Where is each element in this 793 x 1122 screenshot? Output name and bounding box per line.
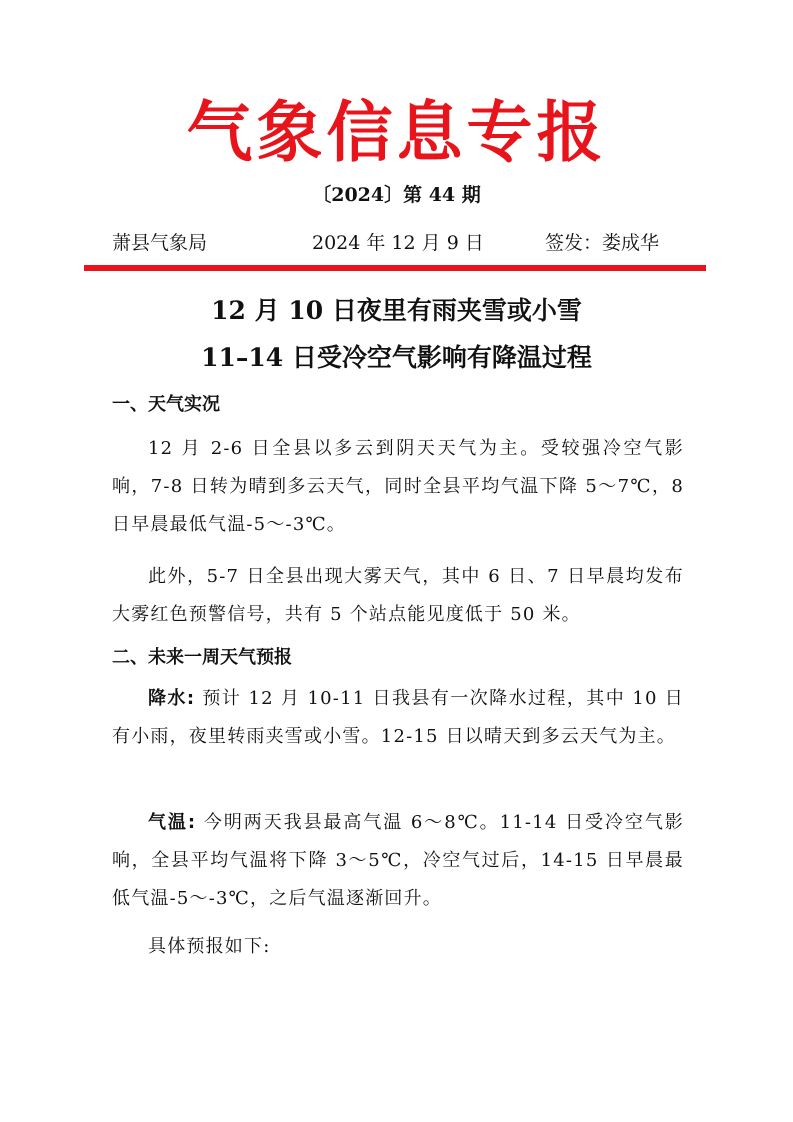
headline-line-2: 11–14 日受冷空气影响有降温过程 — [201, 343, 592, 372]
meta-row — [112, 228, 692, 258]
signer: 签发：娄成华 — [545, 232, 660, 254]
temperature-label: 气温: — [148, 812, 197, 833]
precipitation-text: 预计 12 月 10-11 日我县有一次降水过程，其中 10 日有小雨，夜里转雨夹雪或小雪。12-15 日以晴天到多云天气为主。 — [112, 688, 684, 747]
report-masthead-title: 气象信息专报 — [186, 93, 607, 171]
paragraph-precipitation — [112, 680, 684, 756]
section-heading-weather-observed: 一、天气实况 — [112, 394, 220, 415]
precipitation-label: 降水: — [148, 688, 196, 709]
issue-date: 2024 年 12 月 9 日 — [312, 232, 484, 254]
paragraph-forecast-intro: 具体预报如下: — [148, 936, 271, 957]
issuing-organization: 萧县气象局 — [112, 232, 208, 254]
paragraph-temperature — [112, 804, 684, 918]
headline-line-1: 12 月 10 日夜里有雨夹雪或小雪 — [211, 296, 582, 325]
issue-number: 〔2024〕第 44 期 — [312, 184, 481, 206]
section-heading-weekly-forecast: 二、未来一周天气预报 — [112, 647, 292, 668]
header-divider-rule — [84, 265, 706, 271]
temperature-text: 今明两天我县最高气温 6～8℃。11-14 日受冷空气影响，全县平均气温将下降 3～5℃，冷空气过后，14-15 日早晨最低气温-5～-3℃，之后气温逐渐回升。 — [112, 812, 684, 909]
paragraph-fog: 此外，5-7 日全县出现大雾天气，其中 6 日、7 日早晨均发布大雾红色预警信号，共有 5 个站点能见度低于 50 米。 — [112, 566, 684, 625]
paragraph-observed-temperature: 12 月 2-6 日全县以多云到阴天天气为主。受较强冷空气影响，7-8 日转为晴到多云天气，同时全县平均气温下降 5～7℃，8 日早晨最低气温-5～-3℃。 — [112, 438, 684, 535]
